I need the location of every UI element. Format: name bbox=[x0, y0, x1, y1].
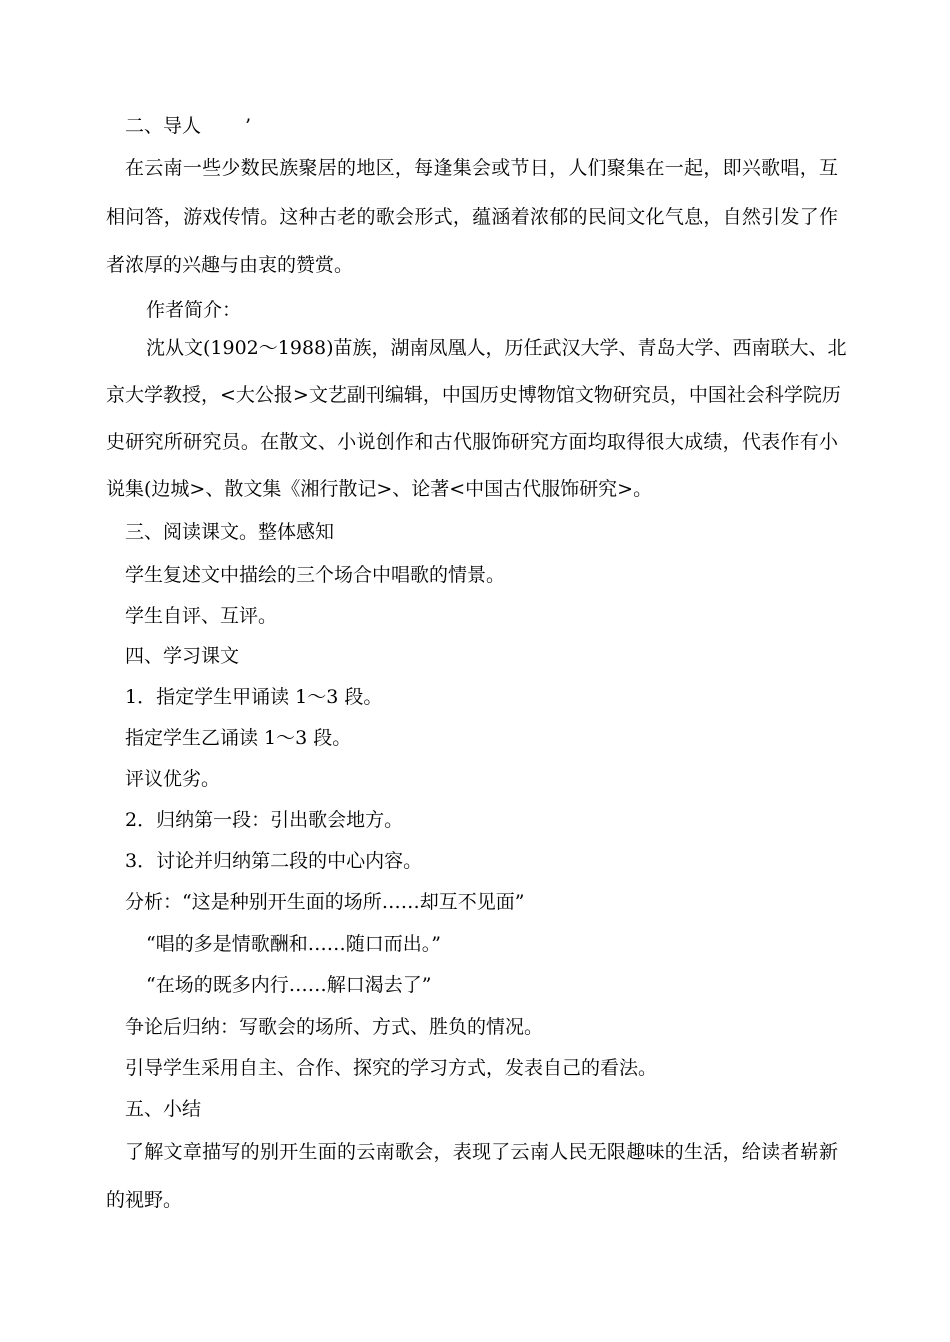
text-line: 指定学生乙诵读 1～3 段。 bbox=[125, 727, 352, 749]
summary-paragraph-line: 的视野。 bbox=[106, 1189, 183, 1211]
section-heading-study: 四、学习课文 bbox=[125, 645, 240, 667]
author-paragraph-line: 说集(边城>、散文集《湘行散记>、论著<中国古代服饰研究>。 bbox=[106, 478, 653, 500]
quote-line: “在场的既多内行……解口渴去了” bbox=[146, 974, 432, 996]
quote-line: “唱的多是情歌酬和……随口而出。” bbox=[146, 933, 441, 955]
text-line: 争论后归纳：写歌会的场所、方式、胜负的情况。 bbox=[125, 1016, 544, 1038]
text-line: 评议优劣。 bbox=[125, 768, 221, 790]
intro-paragraph-line: 相问答，游戏传情。这种古老的歌会形式，蕴涵着浓郁的民间文化气息，自然引发了作 bbox=[106, 206, 838, 228]
intro-paragraph-line: 者浓厚的兴趣与由衷的赞赏。 bbox=[106, 254, 354, 276]
author-paragraph-line: 京大学教授，<大公报>文艺副刊编辑，中国历史博物馆文物研究员，中国社会科学院历 bbox=[106, 384, 841, 406]
author-intro-heading: 作者简介： bbox=[146, 299, 242, 321]
list-item: 2．归纳第一段：引出歌会地方。 bbox=[125, 809, 404, 831]
author-paragraph-line: 史研究所研究员。在散文、小说创作和古代服饰研究方面均取得很大成绩，代表作有小 bbox=[106, 431, 838, 453]
list-item: 1．指定学生甲诵读 1～3 段。 bbox=[125, 686, 383, 708]
text-line: 引导学生采用自主、合作、探究的学习方式，发表自己的看法。 bbox=[125, 1057, 658, 1079]
intro-paragraph-line: 在云南一些少数民族聚居的地区，每逢集会或节日，人们聚集在一起，即兴歌唱，互 bbox=[125, 157, 838, 179]
summary-paragraph-line: 了解文章描写的别开生面的云南歌会，表现了云南人民无限趣味的生活，给读者崭新 bbox=[125, 1141, 838, 1163]
list-item: 3．讨论并归纳第二段的中心内容。 bbox=[125, 850, 423, 872]
section-heading-summary: 五、小结 bbox=[125, 1098, 202, 1120]
section-heading-reading: 三、阅读课文。整体感知 bbox=[125, 521, 335, 543]
section-heading-intro: 二、导人 ’ bbox=[125, 115, 252, 137]
analysis-line: 分析：“这是种别开生面的场所……却互不见面” bbox=[125, 891, 525, 913]
text-line: 学生自评、互评。 bbox=[125, 605, 278, 627]
author-paragraph-line: 沈从文(1902～1988)苗族，湖南凤凰人，历任武汉大学、青岛大学、西南联大、北 bbox=[146, 337, 847, 359]
text-line: 学生复述文中描绘的三个场合中唱歌的情景。 bbox=[125, 564, 506, 586]
